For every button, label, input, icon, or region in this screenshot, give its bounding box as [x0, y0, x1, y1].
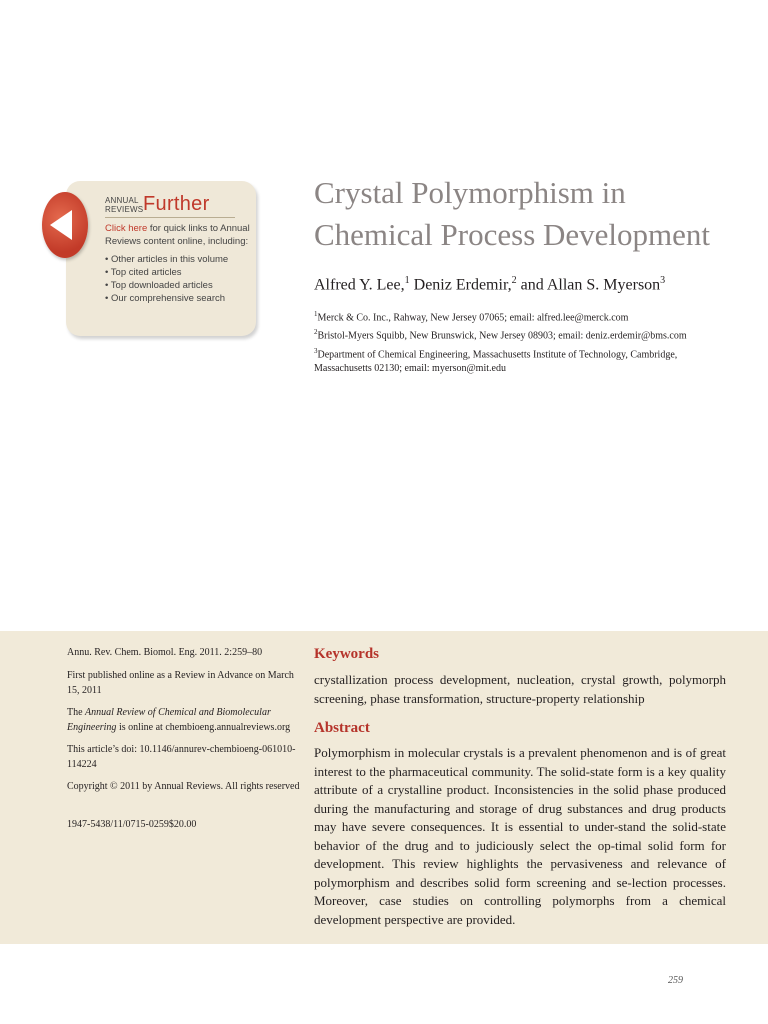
- keywords-heading: Keywords: [314, 646, 379, 662]
- citation: Annu. Rev. Chem. Biomol. Eng. 2011. 2:259–80: [67, 647, 263, 658]
- click-here-link[interactable]: Click here: [105, 223, 148, 234]
- author-list: [314, 275, 665, 294]
- further-link-search[interactable]: • Our comprehensive search: [105, 293, 226, 304]
- author-name: and Allan S. Myerson: [516, 276, 661, 294]
- journal-online-note: The Annual Review of Chemical and Biomolecular Engineering is online at chembioeng.annualreviews.org: [67, 707, 291, 733]
- first-published: First published online as a Review in Advance on March 15, 2011: [67, 670, 294, 696]
- affiliation-2: $^2$Bristol-Myers Squibb, New Brunswick, New Jersey 08903; email: deniz.erdemir@bms.com: [314, 328, 687, 342]
- abstract-text: Polymorphism in molecular crystals is a prevalent phenomenon and is of great interest to the pharmaceutical community. The solid-state form is a key quality attribute of a crystalline product. Inconsistencies in the solid phase produced during the manufacturing and storage of drug substances and drug products may have severe consequences. It is essential to under-stand the solid-state behavior of the drug and to judiciously select the op-timal solid form for development. This review highlights the pervasiveness and relevance of polymorphism and describes solid form screening and se-lection processes. Moreover, case studies on controlling polymorphs from a chemical development perspective are provided.: [314, 745, 726, 927]
- affiliation-3: $^3$Department of Chemical Engineering, Massachusetts Institute of Technology, Cambridge, Massachusetts 02130; email: myerson@mit.edu: [314, 347, 678, 375]
- further-divider: [105, 217, 235, 218]
- further-label: Further: [143, 193, 210, 215]
- article-title: Crystal Polymorphism in Chemical Process Development: [314, 175, 711, 252]
- further-intro: for quick links to Annual Reviews content online, including:: [105, 223, 250, 247]
- keywords-text: crystallization process development, nucleation, crystal growth, polymorph screening, phase transformation, structure-property relationship: [314, 672, 726, 706]
- page-number: 259: [668, 975, 683, 986]
- author-affil-marker: 2: [511, 275, 517, 286]
- further-link-other-articles[interactable]: • Other articles in this volume: [105, 254, 229, 265]
- affiliation-1: $^1$Merck & Co. Inc., Rahway, New Jersey 07065; email: alfred.lee@merck.com: [314, 310, 629, 324]
- journal-name: Annual Review of Chemical and Biomolecular Engineering: [67, 707, 271, 733]
- abstract-heading: Abstract: [314, 720, 370, 736]
- copyright: Copyright © 2011 by Annual Reviews. All rights reserved: [67, 781, 300, 792]
- further-links-list: [105, 253, 250, 305]
- further-link-top-cited[interactable]: • Top cited articles: [105, 267, 182, 278]
- further-link-top-downloaded[interactable]: • Top downloaded articles: [105, 280, 213, 291]
- article-doi: This article’s doi: 10.1146/annurev-chembioeng-061010-114224: [67, 744, 296, 770]
- author-name: Alfred Y. Lee,: [314, 276, 405, 294]
- left-arrow-icon: [50, 210, 72, 240]
- further-description: [105, 222, 250, 305]
- annual-reviews-logo: ANNUAL REVIEWS: [105, 196, 144, 214]
- author-name: Deniz Erdemir,: [409, 276, 512, 294]
- author-affil-marker: 3: [660, 275, 666, 286]
- author-affil-marker: 1: [404, 275, 410, 286]
- issn: 1947-5438/11/0715-0259$20.00: [67, 819, 197, 830]
